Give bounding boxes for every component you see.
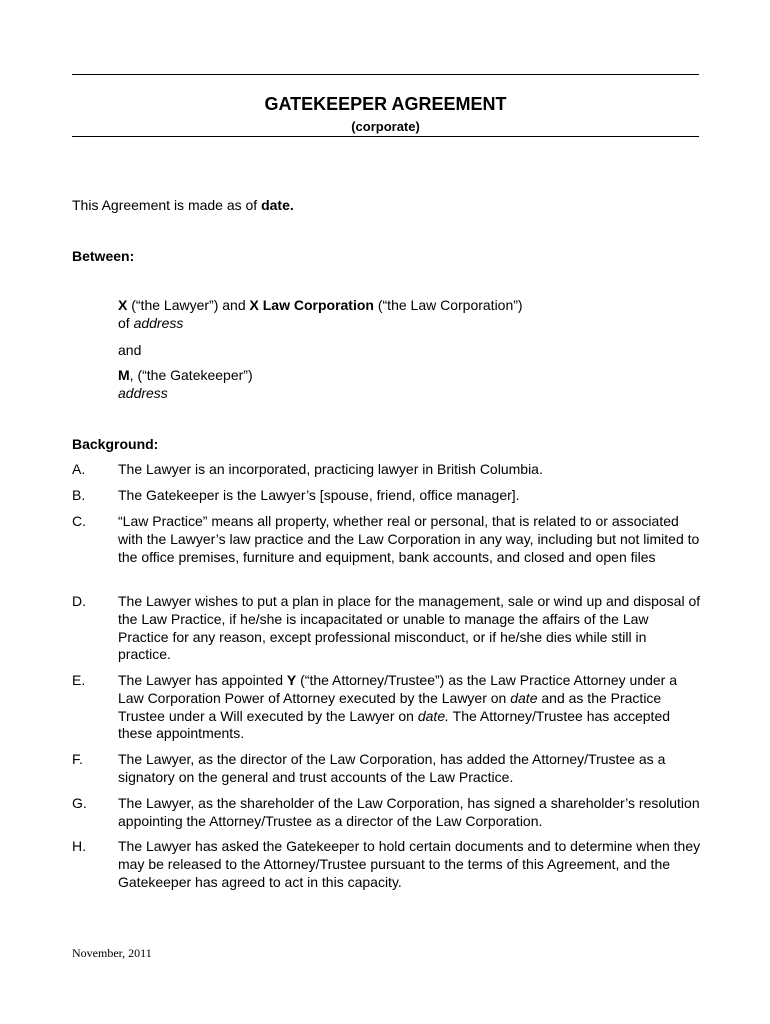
background-item-h bbox=[72, 838, 702, 891]
gatekeeper-alias: , (“the Gatekeeper”) bbox=[129, 367, 253, 383]
background-item-e bbox=[72, 672, 702, 743]
item-letter: F. bbox=[72, 751, 83, 767]
background-label: Background: bbox=[72, 436, 159, 452]
and-word: and bbox=[118, 342, 142, 358]
item-letter: D. bbox=[72, 593, 86, 609]
item-text: The Lawyer, as the shareholder of the Law Corporation, has signed a shareholder’s resolution appointing the Attorney/Trustee as a director of the Law Corporation. bbox=[118, 795, 700, 829]
item-letter: B. bbox=[72, 487, 86, 503]
item-letter: G. bbox=[72, 795, 87, 811]
of-prefix: of bbox=[118, 314, 134, 331]
item-text: The Lawyer is an incorporated, practicing lawyer in British Columbia. bbox=[118, 461, 543, 477]
between-label: Between: bbox=[72, 248, 135, 264]
background-item-d bbox=[72, 593, 702, 664]
item-text bbox=[118, 672, 702, 743]
item-text: The Lawyer, as the director of the Law Corporation, has added the Attorney/Trustee as a signatory on the general and trust accounts of the Law Practice. bbox=[118, 751, 666, 785]
item-e-date1: date bbox=[510, 689, 538, 706]
item-text: The Lawyer has asked the Gatekeeper to hold certain documents and to determine when they may be released to the Attorney/Trustee pursuant to the terms of this Agreement, and the Gatekeeper has agreed to act in this capacity. bbox=[118, 838, 701, 890]
item-e-part1: The Lawyer has appointed bbox=[118, 672, 287, 688]
background-item-g bbox=[72, 795, 702, 831]
party-lawyer bbox=[118, 297, 698, 332]
intro-text: This Agreement is made as of bbox=[72, 197, 262, 213]
item-letter: E. bbox=[72, 672, 86, 688]
document-subtitle: (corporate) bbox=[351, 119, 420, 134]
item-e-part3: and as the Practice Trustee under a Will executed by the Lawyer on bbox=[118, 689, 662, 724]
item-letter: C. bbox=[72, 513, 86, 529]
corp-alias: (“the Law Corporation”) bbox=[373, 297, 523, 313]
item-e-part2: (“the Attorney/Trustee”) as the Law Practice Attorney under a Law Corporation Power of Attorney executed by the Lawyer on bbox=[118, 672, 678, 706]
item-letter: H. bbox=[72, 838, 86, 854]
background-item-b bbox=[72, 487, 702, 505]
lawyer-name: X bbox=[118, 297, 128, 313]
document-title: GATEKEEPER AGREEMENT bbox=[264, 94, 507, 114]
top-rule bbox=[72, 74, 699, 75]
agreement-intro bbox=[72, 197, 294, 215]
background-item-a bbox=[72, 461, 702, 479]
bottom-rule bbox=[72, 136, 699, 137]
item-letter: A. bbox=[72, 461, 86, 477]
item-text: “Law Practice” means all property, whether real or personal, that is related to or associated with the Lawyer’s law practice and the Law Corporation in any way, including but not limited to the office premises, furniture and equipment, bank accounts, and closed and open files bbox=[118, 513, 700, 565]
background-item-c bbox=[72, 513, 702, 566]
corp-name: X Law Corporation bbox=[249, 297, 374, 313]
lawyer-alias: (“the Lawyer”) and bbox=[127, 297, 250, 313]
party-gatekeeper bbox=[118, 367, 698, 402]
item-text: The Lawyer wishes to put a plan in place for the management, sale or wind up and disposal of the Law Practice, if he/she is incapacitated or unable to manage the affairs of the Law Practice for any reason, except professional misconduct, or if he/she dies while still in practice. bbox=[118, 593, 701, 663]
item-text: The Gatekeeper is the Lawyer’s [spouse, friend, office manager]. bbox=[118, 487, 520, 503]
item-e-date2: date. bbox=[417, 707, 449, 724]
intro-date: date. bbox=[261, 197, 294, 213]
item-e-part4: The Attorney/Trustee has accepted these appointments. bbox=[118, 707, 671, 742]
gatekeeper-address: address bbox=[118, 384, 168, 401]
footer-date: November, 2011 bbox=[72, 946, 152, 960]
lawyer-address: address bbox=[133, 314, 184, 331]
item-e-attorney-name: Y bbox=[286, 672, 297, 688]
background-item-f bbox=[72, 751, 702, 787]
gatekeeper-name: M bbox=[118, 367, 130, 383]
